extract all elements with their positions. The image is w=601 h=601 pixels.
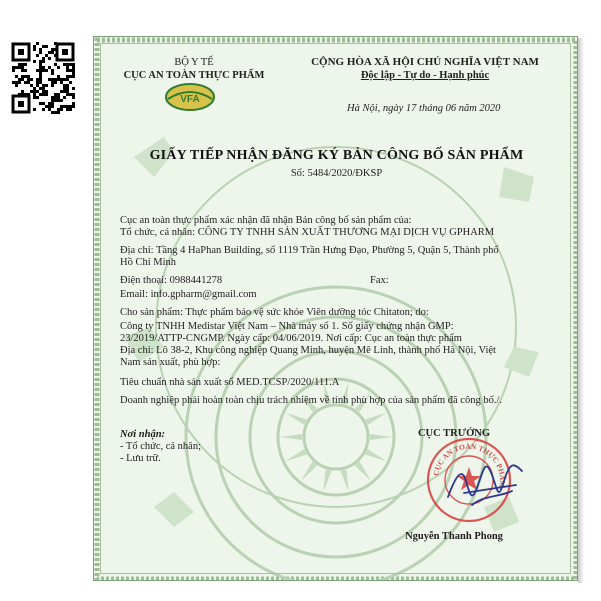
certificate-page xyxy=(93,36,578,581)
body-address-line-1: Địa chỉ: Tầng 4 HaPhan Building, số 1119 Trần Hưng Đạo, Phường 5, Quận 5, Thành phố xyxy=(120,245,499,256)
body-email: Email: info.gpharm@gmail.com xyxy=(120,289,257,300)
signature-role: CỤC TRƯỞNG xyxy=(417,428,491,439)
body-fax: Fax: xyxy=(370,275,389,286)
body-intro: Cục an toàn thực phẩm xác nhận đã nhận Bản công bố sản phẩm của: xyxy=(120,215,412,226)
page-shadow xyxy=(578,38,584,583)
logo-text: VFA xyxy=(180,94,200,105)
recipient-item-1: - Tổ chức, cá nhân; xyxy=(120,441,202,452)
recipients-heading: Nơi nhận: xyxy=(120,429,166,440)
issue-date: Hà Nội, ngày 17 tháng 06 năm 2020 xyxy=(347,103,501,114)
handwritten-signature xyxy=(442,445,532,521)
body-maker-line-4: Nam sản xuất, phù hợp: xyxy=(120,357,221,368)
document-title: GIẤY TIẾP NHẬN ĐĂNG KÝ BẢN CÔNG BỐ SẢN PHẨM xyxy=(149,148,524,163)
signer-name: Nguyễn Thanh Phong xyxy=(405,531,503,542)
document-number: Số: 5484/2020/ĐKSP xyxy=(290,168,383,179)
body-maker-line-1: Công ty TNHH Medistar Việt Nam – Nhà máy số 1. Số giấy chứng nhận GMP: xyxy=(120,321,454,332)
body-phone: Điện thoại: 0988441278 xyxy=(120,275,223,286)
national-motto: Độc lập - Tự do - Hạnh phúc xyxy=(360,70,490,81)
body-organization: Tổ chức, cá nhân: CÔNG TY TNHH SẢN XUẤT THƯƠNG MẠI DỊCH VỤ GPHARM xyxy=(120,227,495,238)
body-address-line-2: Hồ Chí Minh xyxy=(120,257,177,268)
qr-code xyxy=(10,40,76,116)
body-maker-line-2: 23/2019/ATTP-CNGMP. Ngày cấp: 04/06/2019. Nơi cấp: Cục an toàn thực phẩm xyxy=(120,333,462,344)
body-maker-line-3: Địa chỉ: Lô 38-2, Khu công nghiệp Quang Minh, huyện Mê Linh, thành phố Hà Nội, Việt xyxy=(120,345,496,356)
vfa-logo xyxy=(165,82,215,112)
body-standard: Tiêu chuẩn nhà sản xuất số MED.TCSP/2020/111.A xyxy=(120,377,340,388)
body-responsibility: Doanh nghiệp phải hoàn toàn chịu trách nhiệm về tính phù hợp của sản phẩm đã công bố./. xyxy=(120,395,502,406)
country-name: CỘNG HÒA XÃ HỘI CHỦ NGHĨA VIỆT NAM xyxy=(311,56,539,68)
ministry-name: BỘ Y TẾ xyxy=(174,57,214,68)
body-product: Cho sản phẩm: Thực phẩm bảo vệ sức khỏe Viên dưỡng tóc Chitaton; do: xyxy=(120,307,429,318)
department-name: CỤC AN TOÀN THỰC PHẨM xyxy=(123,70,265,81)
seal-text: CỤC AN TOÀN THỰC PHẨM xyxy=(431,441,508,489)
recipient-item-2: - Lưu trữ. xyxy=(120,453,161,464)
